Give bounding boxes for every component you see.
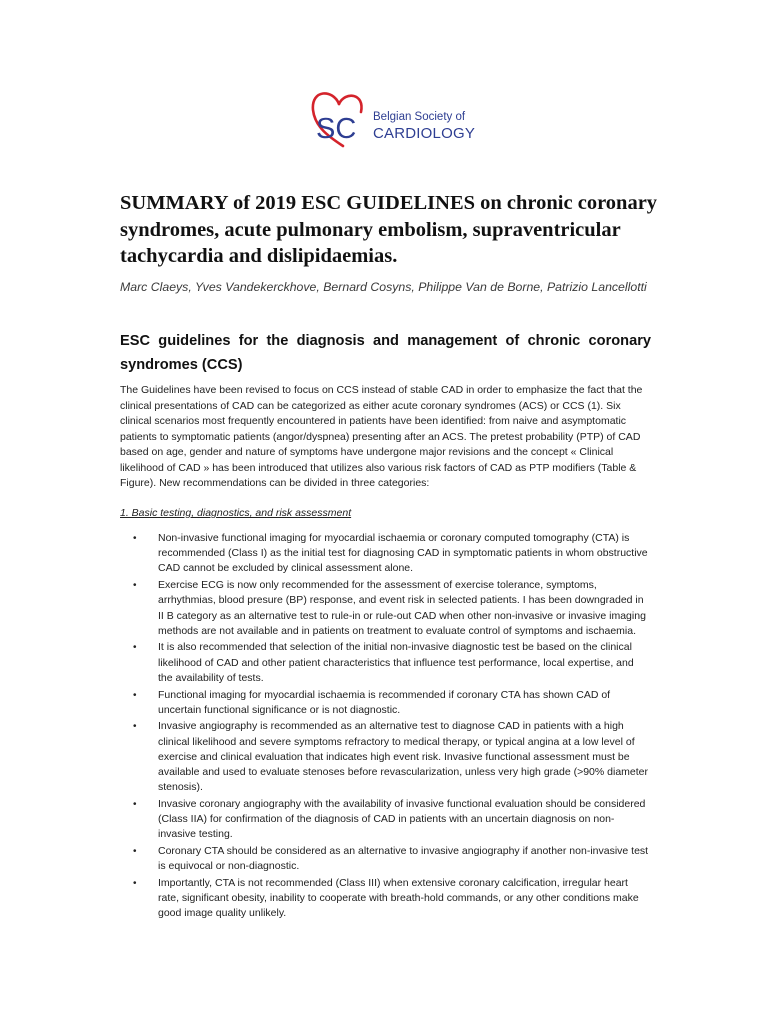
- list-item-text: Exercise ECG is now only recommended for the assessment of exercise tolerance, symptoms, arrhythmias, blood presure (BP) response, and event risk in selected patients. I has been downgraded in II B category as an alternative test to rule-in or rule-out CAD when other non-invasive or invasive imaging methods are not available and in patients on treatment to evaluate control of symptoms and ischaemia.: [158, 579, 646, 637]
- list-item: [120, 688, 650, 718]
- society-name-line2: CARDIOLOGY: [373, 124, 476, 142]
- list-item-text: Non-invasive functional imaging for myocardial ischaemia or coronary computed tomography (CTA) is recommended (Class I) as the initial test for diagnosing CAD in symptomatic patients in whom obstructive CAD cannot be excluded by clinical assessment alone.: [158, 532, 648, 575]
- list-item-text: Coronary CTA should be considered as an alternative to invasive angiography if another non-invasive test is equivocal or non-diagnostic.: [158, 845, 649, 873]
- society-name-line1: Belgian Society of: [373, 111, 466, 123]
- list-item: [120, 531, 650, 577]
- list-item-text: Invasive angiography is recommended as an alternative test to diagnose CAD in patients with a high clinical likelihood and severe symptoms refractory to medical therapy, or typical angina at a low level of exercise and clinical evaluation that indicates high event risk. Invasive functional assessment must be available and used to evaluate stenoses before revascularization, unless very high grade (>90% diameter stenosis).: [158, 720, 649, 794]
- society-logo: [305, 86, 485, 152]
- bullet-icon: •: [133, 580, 137, 592]
- bullet-icon: •: [133, 798, 137, 810]
- list-item: [120, 876, 650, 922]
- list-item-text: Importantly, CTA is not recommended (Class III) when extensive coronary calcification, irregular heart rate, significant obesity, inability to cooperate with breath-hold commands, or any other conditions make good image quality unlikely.: [158, 876, 639, 920]
- bullet-icon: •: [133, 689, 137, 701]
- list-item: [120, 640, 650, 686]
- list-item-text: It is also recommended that selection of the initial non-invasive diagnostic test be based on the clinical likelihood of CAD and other patient characteristics that influence test performance, local expertise, and the availability of tests.: [158, 641, 634, 684]
- section-heading: ESC guidelines for the diagnosis and management of chronic coronary syndromes (CCS): [120, 333, 651, 373]
- list-item: [120, 578, 650, 639]
- logo-initials: SC: [316, 113, 357, 145]
- list-item-text: Functional imaging for myocardial ischaemia is recommended if coronary CTA has shown CAD of uncertain functional significance or is not diagnostic.: [158, 688, 611, 716]
- list-item-text: Invasive coronary angiography with the availability of invasive functional evaluation should be considered (Class IIA) for confirmation of the diagnosis of CAD in patients with an uncertain diagnosis on non-invasive testing.: [158, 797, 646, 841]
- bullet-icon: •: [133, 721, 137, 733]
- list-item: [120, 844, 650, 874]
- author-list: Marc Claeys, Yves Vandekerckhove, Bernard Cosyns, Philippe Van de Borne, Patrizio Lancellotti: [120, 280, 647, 294]
- heart-logo-icon: [305, 86, 375, 152]
- intro-paragraph: The Guidelines have been revised to focus on CCS instead of stable CAD in order to emphasize the fact that the clinical presentations of CAD can be categorized as either acute coronary syndromes (ACS) or CCS (1). Six clinical scenarios most frequently encountered in patients have been identified: from naive and asymptomatic patients to symptomatic patients (angor/dyspnea) presenting after an ACS. The pretest probability (PTP) of CAD based on age, gender and nature of symptoms have undergone major revisions and the concept « Clinical likelihood of CAD » has been introduced that utilizes also various risk factors of CAD as PTP modifiers (Table & Figure). New recommendations can be divided in three categories:: [120, 384, 643, 489]
- list-item: [120, 719, 650, 795]
- society-name: [373, 112, 475, 141]
- bullet-icon: •: [133, 642, 137, 654]
- document-title: SUMMARY of 2019 ESC GUIDELINES on chronic coronary syndromes, acute pulmonary embolism, supraventricular tachycardia and dislipidaemias.: [120, 192, 658, 267]
- bullet-icon: •: [133, 877, 137, 889]
- bullet-icon: •: [133, 533, 137, 544]
- list-item: [120, 797, 650, 843]
- bullet-icon: •: [133, 846, 137, 858]
- subsection-heading: 1. Basic testing, diagnostics, and risk assessment: [120, 507, 352, 519]
- recommendation-list: [120, 531, 650, 923]
